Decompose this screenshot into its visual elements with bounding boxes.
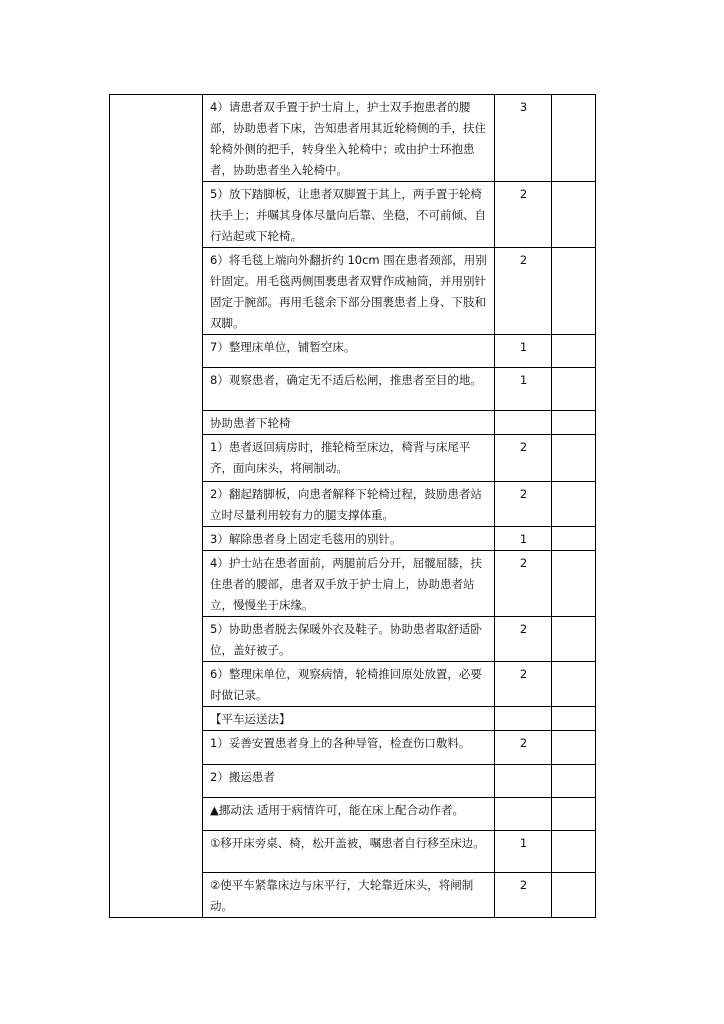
score-cell bbox=[495, 765, 552, 798]
step-text: 6）将毛毯上端向外翻折约 10cm 围在患者颈部，用别针固定。用毛毯两侧围裹患者双臂作成袖筒，并用别针固定于腕部。再用毛毯余下部分围裹患者上身、下肢和双脚。 bbox=[203, 248, 495, 335]
score-cell: 1 bbox=[495, 335, 552, 368]
section-heading: 【平车运送法】 bbox=[203, 707, 495, 731]
score-cell: 1 bbox=[495, 831, 552, 873]
score-cell bbox=[495, 411, 552, 435]
score-cell bbox=[495, 707, 552, 731]
deduction-cell bbox=[552, 411, 596, 435]
deduction-cell bbox=[552, 551, 596, 617]
step-text: 3）解除患者身上固定毛毯用的别针。 bbox=[203, 527, 495, 551]
step-text: 1）患者返回病房时，推轮椅至床边，椅背与床尾平齐，面向床头，将闸制动。 bbox=[203, 435, 495, 482]
step-text: 5）放下踏脚板，让患者双脚置于其上，两手置于轮椅扶手上；并嘱其身体尽量向后靠、坐稳，不可前倾、自行站起或下轮椅。 bbox=[203, 182, 495, 248]
deduction-cell bbox=[552, 831, 596, 873]
step-text: 8）观察患者，确定无不适后松闸，推患者至目的地。 bbox=[203, 368, 495, 411]
score-cell: 2 bbox=[495, 248, 552, 335]
score-cell: 2 bbox=[495, 873, 552, 918]
step-text: 4）请患者双手置于护士肩上，护士双手抱患者的腰部，协助患者下床，告知患者用其近轮椅侧的手，扶住轮椅外侧的把手，转身坐入轮椅中；或由护士环抱患者，协助患者坐入轮椅中。 bbox=[203, 95, 495, 182]
table-row bbox=[110, 95, 596, 182]
step-text: ②使平车紧靠床边与床平行，大轮靠近床头，将闸制动。 bbox=[203, 873, 495, 918]
deduction-cell bbox=[552, 435, 596, 482]
step-text: ①移开床旁桌、椅，松开盖被，嘱患者自行移至床边。 bbox=[203, 831, 495, 873]
score-cell: 1 bbox=[495, 368, 552, 411]
deduction-cell bbox=[552, 798, 596, 831]
deduction-cell bbox=[552, 731, 596, 765]
deduction-cell bbox=[552, 707, 596, 731]
score-cell: 1 bbox=[495, 527, 552, 551]
score-cell: 3 bbox=[495, 95, 552, 182]
step-text: 2）翻起踏脚板，向患者解释下轮椅过程，鼓励患者站立时尽量利用较有力的腿支撑体重。 bbox=[203, 482, 495, 527]
section-heading: 协助患者下轮椅 bbox=[203, 411, 495, 435]
score-cell: 2 bbox=[495, 182, 552, 248]
scoring-table bbox=[109, 94, 596, 918]
score-cell bbox=[495, 798, 552, 831]
category-cell bbox=[110, 95, 203, 918]
step-text: ▲挪动法 适用于病情许可，能在床上配合动作者。 bbox=[203, 798, 495, 831]
score-cell: 2 bbox=[495, 482, 552, 527]
deduction-cell bbox=[552, 482, 596, 527]
deduction-cell bbox=[552, 182, 596, 248]
score-cell: 2 bbox=[495, 662, 552, 707]
score-cell: 2 bbox=[495, 731, 552, 765]
step-text: 4）护士站在患者面前，两腿前后分开，屈髋屈膝，扶住患者的腰部，患者双手放于护士肩上，协助患者站立，慢慢坐于床缘。 bbox=[203, 551, 495, 617]
deduction-cell bbox=[552, 873, 596, 918]
deduction-cell bbox=[552, 662, 596, 707]
deduction-cell bbox=[552, 248, 596, 335]
deduction-cell bbox=[552, 95, 596, 182]
step-text: 6）整理床单位，观察病情，轮椅推回原处放置，必要时做记录。 bbox=[203, 662, 495, 707]
score-cell: 2 bbox=[495, 435, 552, 482]
step-text: 7）整理床单位，铺暂空床。 bbox=[203, 335, 495, 368]
deduction-cell bbox=[552, 527, 596, 551]
step-text: 5）协助患者脱去保暖外衣及鞋子。协助患者取舒适卧位，盖好被子。 bbox=[203, 617, 495, 662]
score-cell: 2 bbox=[495, 551, 552, 617]
step-text: 1）妥善安置患者身上的各种导管，检查伤口敷料。 bbox=[203, 731, 495, 765]
score-cell: 2 bbox=[495, 617, 552, 662]
deduction-cell bbox=[552, 765, 596, 798]
deduction-cell bbox=[552, 368, 596, 411]
step-text: 2）搬运患者 bbox=[203, 765, 495, 798]
deduction-cell bbox=[552, 335, 596, 368]
deduction-cell bbox=[552, 617, 596, 662]
